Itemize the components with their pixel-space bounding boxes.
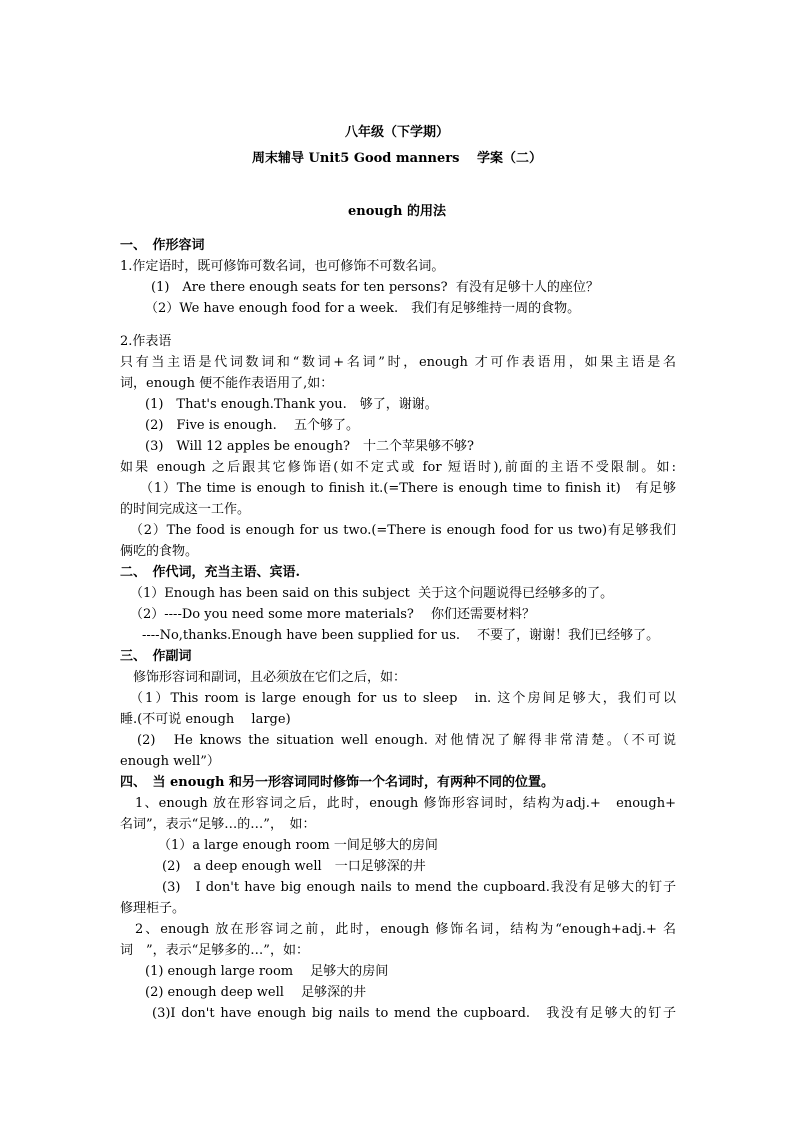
example: enough well”） <box>120 754 220 769</box>
example: （1）The time is enough to finish it.(=There is enough time to finish it) 有足够 <box>140 481 676 496</box>
example: (3)I don't have enough big nails to mend the cupboard. 我没有足够大的钉子 <box>152 1006 676 1021</box>
doc-title: 八年级（下学期） <box>344 125 449 140</box>
example: 的时间完成这一工作。 <box>120 502 251 517</box>
example: (1) That's enough.Thank you. 够了，谢谢。 <box>145 397 438 412</box>
paragraph: 2、enough 放在形容词之前，此时，enough 修饰名词，结构为“enough+adj.+ 名 <box>135 922 676 937</box>
example: (2) enough deep well 足够深的井 <box>145 985 367 1000</box>
example: （2）The food is enough for us two.(=There is enough food for us two)有足够我们 <box>130 523 676 538</box>
section-3-heading: 三、 作副词 <box>120 649 192 664</box>
paragraph: 如果 enough 之后跟其它修饰语(如不定式或 for 短语时),前面的主语不受限制。如: <box>120 460 676 475</box>
example: (3) Will 12 apples be enough? 十二个苹果够不够? <box>145 439 474 454</box>
topic-heading: enough 的用法 <box>348 204 446 219</box>
example: 俩吃的食物。 <box>120 544 199 559</box>
paragraph: 1、enough 放在形容词之后，此时，enough 修饰形容词时，结构为adj.+ enough+ <box>135 796 676 811</box>
example: (1) enough large room 足够大的房间 <box>145 964 389 979</box>
paragraph: 只有当主语是代词数词和“数词+名词”时，enough 才可作表语用，如果主语是名 <box>120 355 676 370</box>
example: （1）a large enough room 一间足够大的房间 <box>158 838 438 853</box>
example: (2) Five is enough. 五个够了。 <box>145 418 359 433</box>
doc-subtitle: 周末辅导 Unit5 Good manners 学案（二） <box>252 151 542 166</box>
example: 睡.(不可说 enough large) <box>120 712 291 727</box>
example: (3) I don't have big enough nails to mend the cupboard.我没有足够大的钉子 <box>162 880 676 895</box>
paragraph: 词 ”，表示“足够多的…”，如： <box>120 943 309 958</box>
paragraph: 词，enough 便不能作表语用了,如： <box>120 376 334 391</box>
paragraph: 名词”，表示“足够…的…”， 如： <box>120 817 316 832</box>
example: ----No,thanks.Enough have been supplied for us. 不要了，谢谢！我们已经够了。 <box>142 628 660 643</box>
example: （2）We have enough food for a week. 我们有足够维持一周的食物。 <box>145 301 581 316</box>
example: （1）Enough has been said on this subject 关于这个问题说得已经够多的了。 <box>130 586 614 601</box>
section-4-heading: 四、 当 enough 和另一形容词同时修饰一个名词时，有两种不同的位置。 <box>120 775 554 790</box>
example: 修理柜子。 <box>120 901 186 916</box>
example: (2) a deep enough well 一口足够深的井 <box>162 859 426 874</box>
section-1-heading: 一、 作形容词 <box>120 238 205 253</box>
example: (2) He knows the situation well enough. 对他情况了解得非常清楚。（不可说 <box>137 733 676 748</box>
section-2-heading: 二、 作代词，充当主语、宾语. <box>120 565 301 580</box>
paragraph: 1.作定语时，既可修饰可数名词，也可修饰不可数名词。 <box>120 259 445 274</box>
paragraph: 2.作表语 <box>120 334 172 349</box>
example: （1）This room is large enough for us to sleep in. 这个房间足够大，我们可以 <box>130 691 676 706</box>
paragraph: 修饰形容词和副词，且必须放在它们之后，如： <box>133 670 407 685</box>
example: （2）----Do you need some more materials? 你们还需要材料？ <box>130 607 536 622</box>
example: (1) Are there enough seats for ten persons? 有没有足够十人的座位？ <box>151 280 599 295</box>
